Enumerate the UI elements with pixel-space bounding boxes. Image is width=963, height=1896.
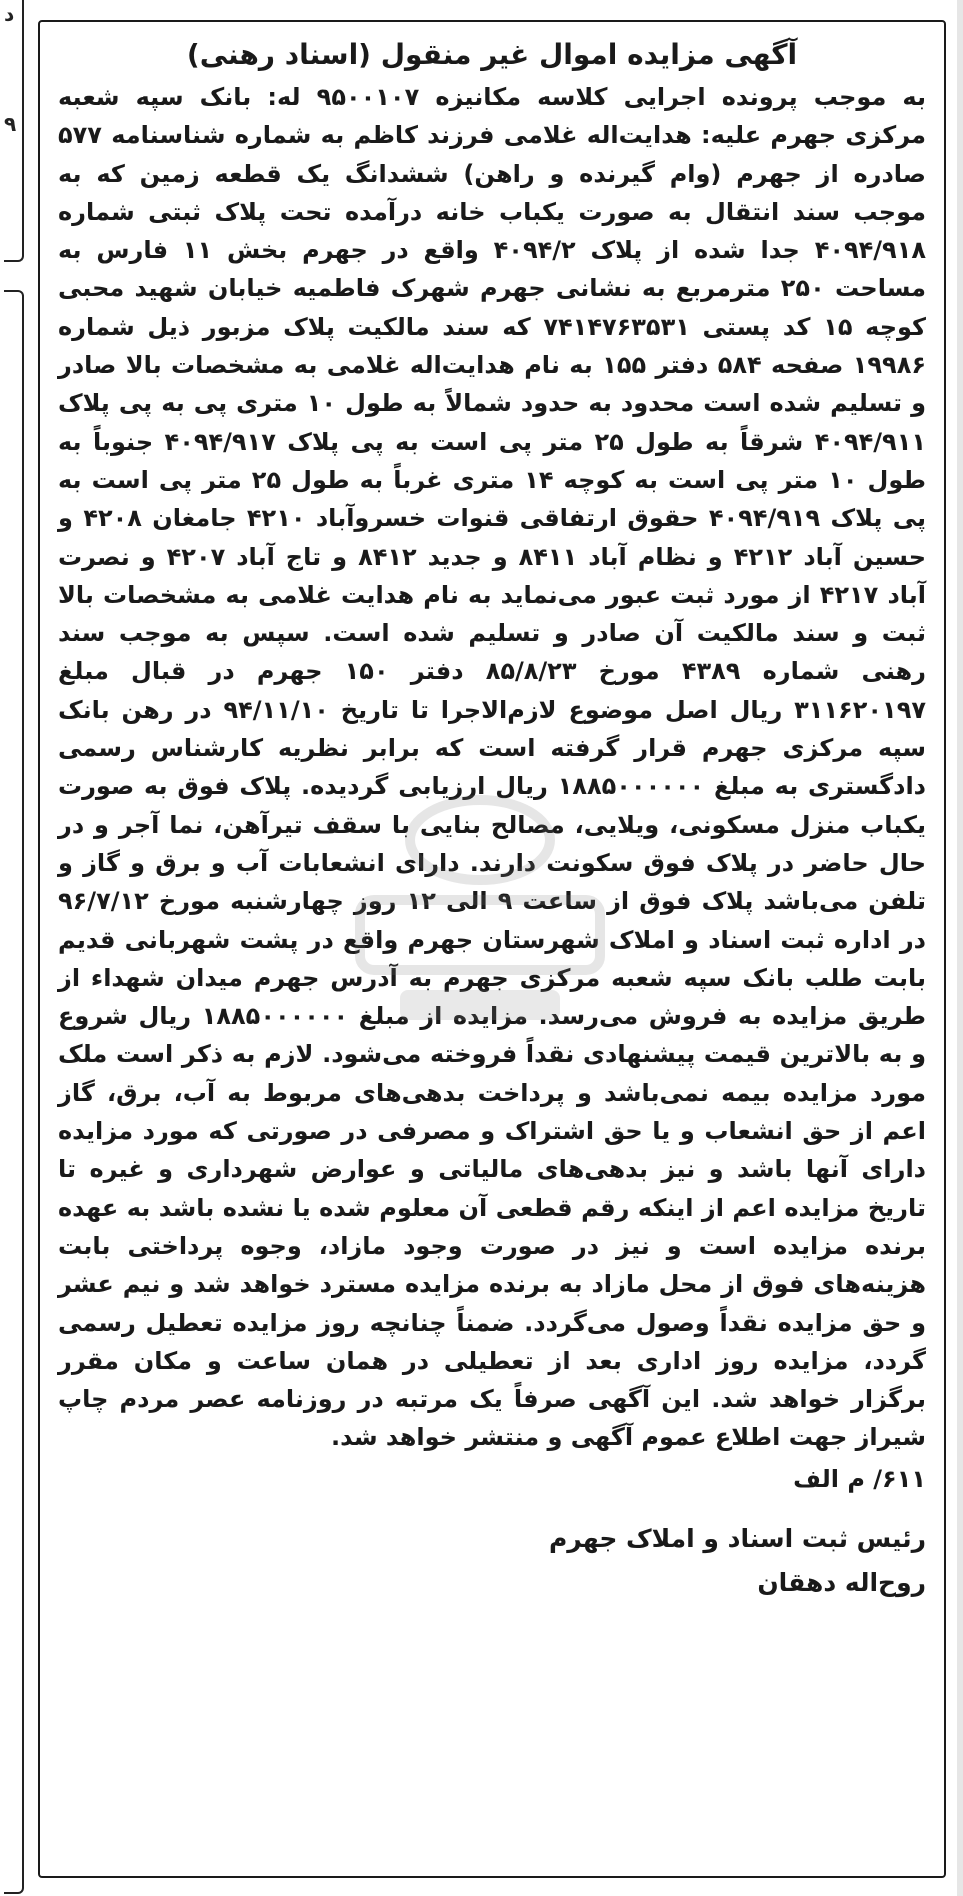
adjacent-ad-box-bottom xyxy=(4,290,24,1894)
adjacent-ad-char-mid: ۹ xyxy=(4,112,17,136)
adjacent-column-fragment xyxy=(0,0,30,1896)
signatory-title: رئیس ثبت اسناد و املاک جهرم xyxy=(548,1523,926,1553)
notice-code: ۶۱۱/ م الف xyxy=(793,1464,926,1493)
notice-body: به موجب پرونده اجرایی کلاسه مکانیزه ۹۵۰۰۱۰۷ له: بانک سپه شعبه مرکزی جهرم علیه: هدایت‌اله غلامی فرزند کاظم به شماره شناسنامه ۵۷۷ صادره از جهرم (وام گیرنده و راهن) ششدانگ یک قطعه زمین که به موجب سند انتقال به صورت یکباب خانه درآمده تحت پلاک ثبتی شماره ۴۰۹۴/۹۱۸ جدا شده از پلاک ۴۰۹۴/۲ واقع در جهرم بخش ۱۱ فارس به مساحت ۲۵۰ مترمربع به نشانی جهرم شهرک فاطمیه خیابان شهید محبی کوچه ۱۵ کد پستی ۷۴۱۴۷۶۳۵۳۱ که سند مالکیت پلاک مزبور ذیل شماره ۱۹۹۸۶ صفحه ۵۸۴ دفتر ۱۵۵ به نام هدایت‌اله غلامی به مشخصات بالا صادر و تسلیم شده است محدود به حدود شمالاً به طول ۱۰ متری پی به پی پلاک ۴۰۹۴/۹۱۱ شرقاً به طول ۲۵ متر پی است به پی پلاک ۴۰۹۴/۹۱۷ جنوباً به طول ۱۰ متر پی است به کوچه ۱۴ متری غرباً به طول ۲۵ متر پی است به پی پلاک ۴۰۹۴/۹۱۹ حقوق ارتفاقی قنوات خسروآباد ۴۲۱۰ جامغان ۴۲۰۸ و حسین آباد ۴۲۱۲ و نظام آباد ۸۴۱۱ و جدید ۸۴۱۲ و تاج آباد ۴۲۰۷ و نصرت آباد ۴۲۱۷ از مورد ثبت عبور می‌نماید به نام هدایت غلامی به مشخصات بالا ثبت و سند مالکیت آن صادر و تسلیم شده است. سپس به موجب سند رهنی شماره ۴۳۸۹ مورخ ۸۵/۸/۲۳ دفتر ۱۵۰ جهرم در قبال مبلغ ۳۱۱۶۲۰۱۹۷ ریال اصل موضوع لازم‌الاجرا تا تاریخ ۹۴/۱۱/۱۰ در رهن بانک سپه مرکزی جهرم قرار گرفته است که برابر نظریه کارشناس رسمی دادگستری به مبلغ ۱۸۸۵۰۰۰۰۰۰ ریال ارزیابی گردیده. پلاک فوق به صورت یکباب منزل مسکونی، ویلایی، مصالح بنایی با سقف تیرآهن، نما آجر و در حال حاضر در پلاک فوق سکونت دارند. دارای انشعابات آب و برق و گاز و تلفن می‌باشد پلاک فوق از ساعت ۹ الی ۱۲ روز چهارشنبه مورخ ۹۶/۷/۱۲ در اداره ثبت اسناد و املاک شهرستان جهرم واقع در پشت شهربانی قدیم بابت طلب بانک سپه شعبه مرکزی جهرم به آدرس جهرم میدان شهداء از طریق مزایده به فروش می‌رسد. مزایده از مبلغ ۱۸۸۵۰۰۰۰۰۰ ریال شروع و به بالاترین قیمت پیشنهادی نقداً فروخته می‌شود. لازم به ذکر است ملک مورد مزایده بیمه نمی‌باشد و پرداخت بدهی‌های مربوط به آب، برق، گاز اعم از حق انشعاب و یا حق اشتراک و مصرفی در صورتی که مورد مزایده دارای آنها باشد و نیز بدهی‌های مالیاتی و عوارض شهرداری و غیره تا تاریخ مزایده اعم از اینکه رقم قطعی آن معلوم شده یا نشده باشد به عهده برنده مزایده است و نیز در صورت وجود مازاد، وجوه پرداختی بابت هزینه‌های فوق از محل مازاد به برنده مزایده مسترد خواهد شد و نیم عشر و حق مزایده نقداً وصول می‌گردد. ضمناً چنانچه روز مزایده تعطیل رسمی گردد، مزایده روز اداری بعد از تعطیلی در همان ساعت و مکان مقرر برگزار خواهد شد. این آگهی صرفاً یک مرتبه در روزنامه عصر مردم چاپ شیراز جهت اطلاع عموم آگهی و منتشر خواهد شد. xyxy=(58,83,927,1452)
auction-notice xyxy=(38,20,946,1878)
signature-block xyxy=(58,1517,926,1605)
adjacent-ad-char-top: د xyxy=(4,2,15,26)
signatory-name: روح‌اله دهقان xyxy=(757,1567,926,1597)
notice-title: آگهی مزایده اموال غیر منقول (اسناد رهنی) xyxy=(186,38,798,71)
adjacent-ad-box-top xyxy=(4,0,24,262)
page-edge xyxy=(957,0,963,1896)
